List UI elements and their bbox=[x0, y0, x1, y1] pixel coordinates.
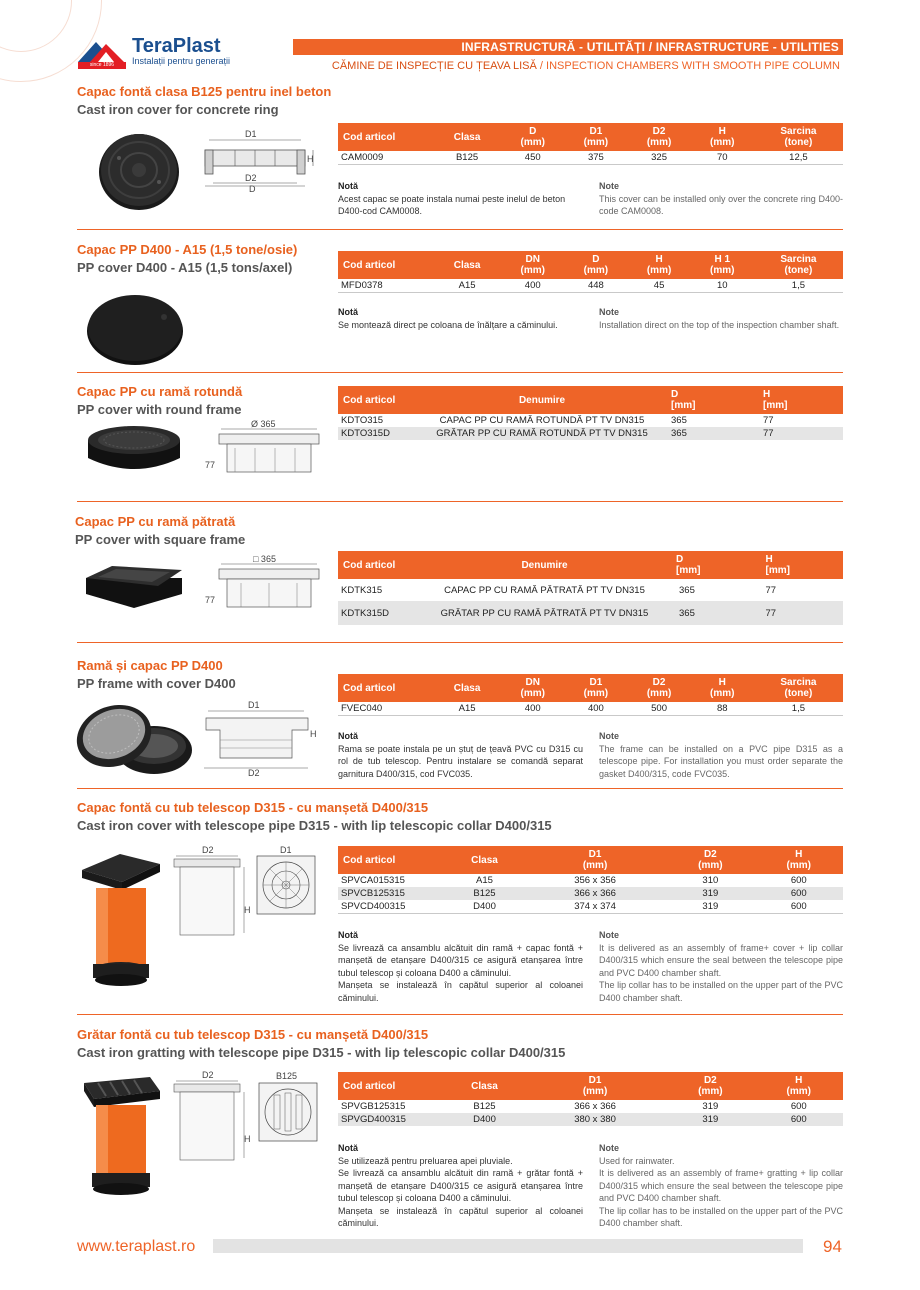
roof-logo-icon bbox=[78, 38, 126, 64]
spec-table-fvec040 bbox=[338, 674, 843, 716]
note-ro: Notă Se utilizează pentru preluarea apei pluviale. Se livrează ca ansamblu alcătuit din ramă + grătar fontă + manșetă de etanșare D400/315 ce asigură etanșarea între tubul telescop și coloana D400 a căminului. Manșeta se instalează în capătul superior al coloanei căminului. bbox=[338, 1143, 583, 1228]
col-header: D1 (mm) bbox=[564, 123, 627, 151]
round-frame-drawing bbox=[205, 418, 325, 478]
frame-with-cover-drawing bbox=[200, 700, 325, 780]
note-ro: Notă Acest capac se poate instala numai peste inelul de beton D400-cod CAM0008. bbox=[338, 181, 566, 216]
brand-name: TeraPlast bbox=[132, 35, 221, 57]
dim-label-side: □ 365 bbox=[253, 554, 276, 564]
col-header: Cod articol bbox=[338, 1072, 445, 1100]
col-header: H 1 (mm) bbox=[691, 251, 754, 279]
note-ro: Notă Se livrează ca ansamblu alcătuit din ramă + capac fontă + manșetă de etanșare D400/315 ce asigură etanșarea între tubul telescop și coloana D400 a căminului. Manșeta se instalează în capătul superior al coloanei căminului. bbox=[338, 930, 583, 1003]
spec-table-kdtk bbox=[338, 551, 843, 625]
dim-label-d1: D1 bbox=[248, 700, 260, 710]
section-title-ro: Capac fontă clasa B125 pentru inel beton bbox=[77, 84, 332, 99]
since-badge: since 1896 bbox=[78, 62, 126, 69]
note-en: Note Used for rainwater. It is delivered as an assembly of frame+ gratting + lip collar D400/315 which ensure the seal between the telescope pipe and PVC D400 chamber shaft. The lip collar has to be installed on the upper part of the PVC D400 chamber shaft. bbox=[599, 1143, 843, 1228]
col-header: D2 (mm) bbox=[627, 674, 690, 702]
section-divider bbox=[77, 642, 843, 643]
cover-technical-drawing bbox=[195, 128, 325, 196]
col-header: D (mm) bbox=[501, 123, 564, 151]
dim-label-height: 77 bbox=[205, 460, 216, 470]
table-row: MFD0378 A15 400 448 45 10 1,5 bbox=[338, 279, 843, 293]
subcategory-separator: / bbox=[536, 60, 547, 72]
col-header: H [mm] bbox=[754, 551, 844, 579]
dim-label-d2: D2 bbox=[245, 173, 257, 183]
col-header: Cod articol bbox=[338, 251, 433, 279]
dim-label-class: B125 bbox=[276, 1071, 298, 1081]
dim-label-d2: D2 bbox=[248, 768, 260, 778]
col-header: D [mm] bbox=[659, 386, 751, 414]
section-divider bbox=[77, 501, 843, 502]
section-title-en: Cast iron gratting with telescope pipe D315 - with lip telescopic collar D400/315 bbox=[77, 1045, 566, 1060]
cover-top-view-drawing bbox=[252, 846, 322, 918]
section-title-ro: Capac fontă cu tub telescop D315 - cu manșetă D400/315 bbox=[77, 800, 429, 815]
table-row: CAM0009 B125 450 375 325 70 12,5 bbox=[338, 151, 843, 165]
col-header: D [mm] bbox=[664, 551, 754, 579]
section-title-ro: Grătar fontă cu tub telescop D315 - cu manșetă D400/315 bbox=[77, 1027, 429, 1042]
col-header: H [mm] bbox=[751, 386, 843, 414]
pp-cover-d400-image bbox=[86, 291, 184, 367]
dim-label-h: H bbox=[244, 905, 251, 915]
section-divider bbox=[77, 788, 843, 789]
section-divider bbox=[77, 229, 843, 230]
dim-label-d: D bbox=[249, 184, 256, 194]
category-bar: INFRASTRUCTURĂ - UTILITĂȚI / INFRASTRUCTURE - UTILITIES bbox=[293, 39, 843, 55]
col-header: D2 (mm) bbox=[666, 846, 754, 874]
section-divider bbox=[77, 372, 843, 373]
col-header: H (mm) bbox=[755, 846, 843, 874]
col-header: Cod articol bbox=[338, 386, 425, 414]
col-header: D2 (mm) bbox=[627, 123, 690, 151]
col-header: D1 (mm) bbox=[524, 846, 666, 874]
spec-table-spvc bbox=[338, 846, 843, 914]
square-frame-drawing bbox=[205, 553, 325, 613]
table-row: KDTK315 CAPAC PP CU RAMĂ PĂTRATĂ PT TV DN315 365 77 bbox=[341, 584, 777, 596]
col-header: H (mm) bbox=[755, 1072, 843, 1100]
note-ro: Notă Se montează direct pe coloana de înălțare a căminului. bbox=[338, 307, 558, 330]
col-header: D (mm) bbox=[564, 251, 627, 279]
section-title-ro: Capac PP D400 - A15 (1,5 tone/osie) bbox=[77, 242, 298, 257]
section-title-en: PP cover with round frame bbox=[77, 402, 242, 417]
table-row: SPVCD400315 D400 374 x 374 319 600 bbox=[338, 900, 843, 914]
col-header: D1 (mm) bbox=[564, 674, 627, 702]
section-title-ro: Capac PP cu ramă rotundă bbox=[77, 384, 243, 399]
col-header: Denumire bbox=[425, 386, 659, 414]
section-title-en: Cast iron cover for concrete ring bbox=[77, 102, 279, 117]
col-header: Sarcina (tone) bbox=[754, 674, 843, 702]
note-en: Note This cover can be installed only over the concrete ring D400-code CAM0008. bbox=[599, 181, 843, 216]
col-header: Clasa bbox=[433, 674, 501, 702]
footer-bar bbox=[213, 1239, 803, 1253]
subcategory-ro: CĂMINE DE INSPECȚIE CU ȚEAVA LISĂ bbox=[331, 60, 537, 72]
table-row: KDTO315D GRĂTAR PP CU RAMĂ ROTUNDĂ PT TV DN315 365 77 bbox=[338, 427, 843, 440]
note-ro: Notă Rama se poate instala pe un ștuț de țeavă PVC cu D315 cu rol de tub telescop. Pentru instalare se comandă separat garnitura D400/315, cod FVC035. bbox=[338, 731, 583, 779]
pp-round-frame-cover-image bbox=[84, 424, 184, 474]
note-en: Note Installation direct on the top of the inspection chamber shaft. bbox=[599, 307, 840, 330]
col-header: Cod articol bbox=[338, 551, 425, 579]
col-header: Denumire bbox=[425, 551, 664, 579]
col-header: H (mm) bbox=[691, 123, 754, 151]
table-row: SPVCA015315 A15 356 x 356 310 600 bbox=[341, 875, 807, 886]
col-header: Clasa bbox=[433, 251, 501, 279]
section-title-en: PP cover D400 - A15 (1,5 tons/axel) bbox=[77, 260, 293, 275]
table-row: KDTK315D GRĂTAR PP CU RAMĂ PĂTRATĂ PT TV DN315 365 77 bbox=[338, 601, 843, 625]
section-title-en: PP frame with cover D400 bbox=[77, 676, 236, 691]
col-header: Clasa bbox=[445, 1072, 524, 1100]
grating-pipe-side-drawing bbox=[170, 1070, 252, 1166]
section-title-ro: Ramă și capac PP D400 bbox=[77, 658, 223, 673]
table-row: SPVGB125315 B125 366 x 366 319 600 bbox=[341, 1101, 807, 1112]
section-title-ro: Capac PP cu ramă pătrată bbox=[75, 514, 236, 529]
spec-table-kdto bbox=[338, 386, 843, 440]
col-header: H (mm) bbox=[691, 674, 754, 702]
dim-label-diameter: Ø 365 bbox=[251, 419, 276, 429]
col-header: Clasa bbox=[433, 123, 501, 151]
dim-label-h: H bbox=[310, 729, 317, 739]
dim-label-h: H bbox=[244, 1134, 251, 1144]
spec-table-mfd0378 bbox=[338, 251, 843, 293]
note-en: Note It is delivered as an assembly of frame+ cover + lip collar D400/315 which ensure the seal between the telescope pipe and PVC D400 chamber shaft. The lip collar has to be installed on the upper part of the PVC D400 chamber shaft. bbox=[599, 930, 843, 1003]
table-row: FVEC040 A15 400 400 500 88 1,5 bbox=[338, 702, 843, 716]
spec-table-spvg bbox=[338, 1072, 843, 1126]
table-row: SPVCB125315 B125 366 x 366 319 600 bbox=[338, 887, 843, 900]
col-header: Sarcina (tone) bbox=[754, 123, 843, 151]
dim-label-d2: D2 bbox=[202, 1070, 214, 1080]
website-link[interactable]: www.teraplast.ro bbox=[77, 1238, 196, 1255]
subcategory-en: INSPECTION CHAMBERS WITH SMOOTH PIPE COLUMN bbox=[546, 60, 840, 72]
brand-tagline: Instalații pentru generații bbox=[132, 56, 231, 66]
table-row: KDTO315 CAPAC PP CU RAMĂ ROTUNDĂ PT TV DN315 365 77 bbox=[341, 415, 774, 426]
spec-table-cam0009 bbox=[338, 123, 843, 165]
col-header: Cod articol bbox=[338, 123, 433, 151]
col-header: D1 (mm) bbox=[524, 1072, 666, 1100]
col-header: Cod articol bbox=[338, 674, 433, 702]
page-number: 94 bbox=[823, 1237, 842, 1256]
cast-iron-grating-telescope-pipe-image bbox=[80, 1073, 162, 1203]
pp-frame-with-cover-image bbox=[74, 700, 194, 780]
dim-label-d1: D1 bbox=[280, 846, 292, 855]
table-row: SPVGD400315 D400 380 x 380 319 600 bbox=[338, 1113, 843, 1126]
col-header: DN (mm) bbox=[501, 674, 564, 702]
cast-iron-cover-telescope-pipe-image bbox=[80, 852, 162, 992]
dim-label-d2: D2 bbox=[202, 845, 214, 855]
section-divider bbox=[77, 1014, 843, 1015]
col-header: H (mm) bbox=[627, 251, 690, 279]
dim-label-d1: D1 bbox=[245, 129, 257, 139]
grating-top-view-drawing bbox=[254, 1071, 324, 1145]
col-header: DN (mm) bbox=[501, 251, 564, 279]
section-title-en: PP cover with square frame bbox=[75, 532, 246, 547]
col-header: D2 (mm) bbox=[666, 1072, 754, 1100]
col-header: Cod articol bbox=[338, 846, 445, 874]
telescope-pipe-side-drawing bbox=[170, 845, 252, 940]
dim-label-h: H bbox=[307, 154, 314, 164]
pp-square-frame-cover-image bbox=[82, 560, 186, 610]
note-en: Note The frame can be installed on a PVC pipe D315 as a telescope pipe. For installation you must order separate the gasket D400/315, code FVC035. bbox=[599, 731, 843, 779]
col-header: Clasa bbox=[445, 846, 524, 874]
dim-label-height: 77 bbox=[205, 595, 216, 605]
col-header: Sarcina (tone) bbox=[754, 251, 843, 279]
section-title-en: Cast iron cover with telescope pipe D315 - with lip telescopic collar D400/315 bbox=[77, 818, 552, 833]
subcategory bbox=[332, 60, 840, 72]
cast-iron-round-cover-image bbox=[97, 128, 181, 212]
